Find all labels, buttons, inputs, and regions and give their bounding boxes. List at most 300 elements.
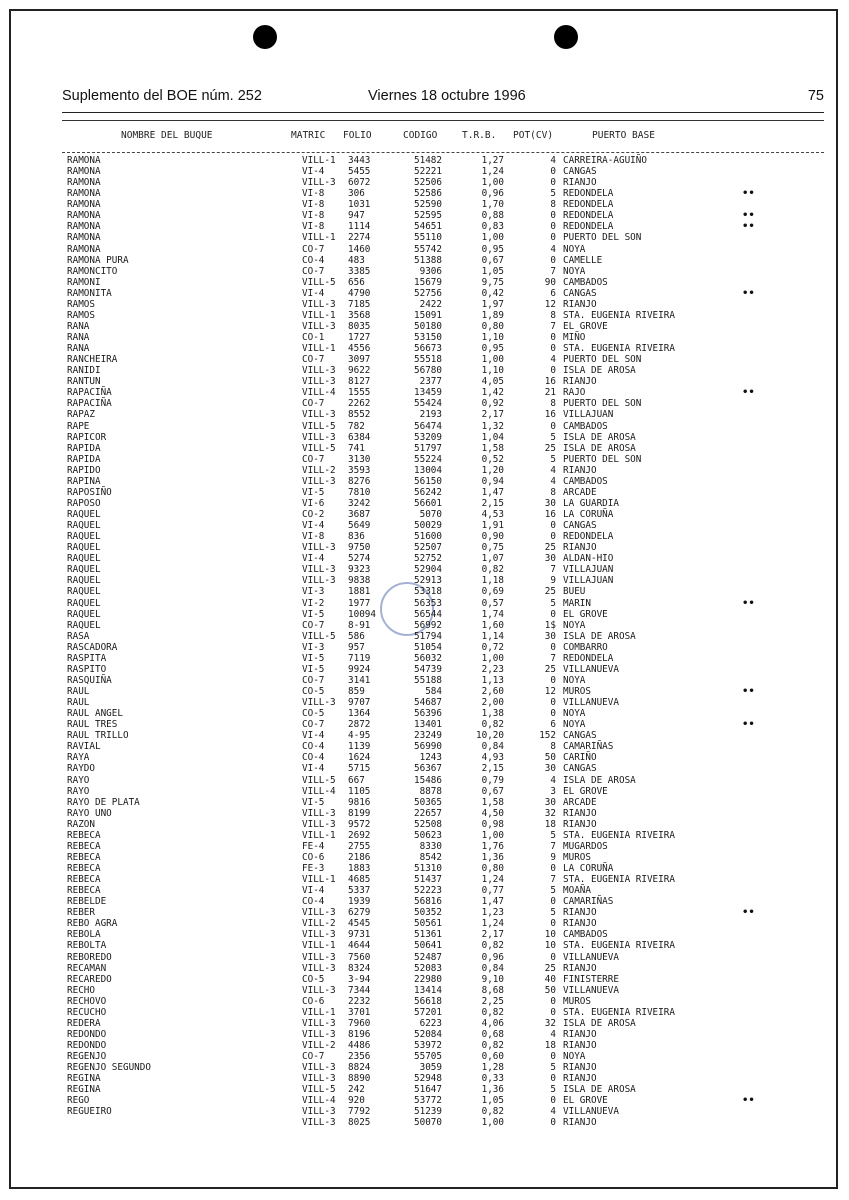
vessel-name: RAQUEL: [67, 520, 101, 532]
vessel-name: REBECA: [67, 874, 101, 886]
potencia: 0: [550, 365, 556, 377]
table-row: [0, 553, 849, 564]
matricula: CO-4: [302, 896, 325, 908]
folio: 3593: [348, 464, 371, 476]
folio: 1624: [348, 752, 371, 764]
table-row: [0, 1095, 849, 1106]
potencia: 7: [550, 874, 556, 886]
puerto-base: VILLANUEVA: [563, 1106, 619, 1118]
codigo: 56474: [414, 420, 442, 432]
matricula: VILL-3: [302, 962, 336, 974]
vessel-name: RASCADORA: [67, 641, 118, 653]
folio: 2232: [348, 995, 371, 1007]
codigo: 51797: [414, 442, 442, 454]
folio: 9816: [348, 796, 371, 808]
table-row: [0, 741, 849, 752]
vessel-name: RAPOSO: [67, 497, 101, 509]
codigo: 55424: [414, 398, 442, 410]
table-row: [0, 719, 849, 730]
matricula: VILL-5: [302, 774, 336, 786]
vessel-name: RAUL ANGEL: [67, 708, 123, 720]
folio: 242: [348, 1084, 365, 1096]
folio: 1883: [348, 863, 371, 874]
puerto-base: ISLA DE AROSA: [563, 442, 636, 454]
row-mark: ••: [742, 686, 755, 697]
vessel-name: RAPACIÑA: [67, 387, 112, 399]
matricula: VILL-4: [302, 785, 336, 797]
folio: 7960: [348, 1017, 371, 1029]
table-row: [0, 232, 849, 243]
table-row: [0, 409, 849, 420]
vessel-name: RAQUEL: [67, 509, 101, 520]
trb: 2,60: [481, 686, 504, 697]
folio: 4486: [348, 1040, 371, 1051]
trb: 1,00: [481, 829, 504, 841]
matricula: CO-7: [302, 453, 325, 465]
folio: 4545: [348, 918, 371, 930]
puerto-base: LA CORUÑA: [563, 863, 614, 874]
folio: 5274: [348, 553, 371, 565]
puerto-base: RIANJO: [563, 1028, 597, 1040]
table-row: [0, 509, 849, 520]
table-row: [0, 487, 849, 498]
potencia: 4: [550, 155, 556, 166]
potencia: 0: [550, 232, 556, 244]
trb: 2,00: [481, 697, 504, 709]
trb: 9,10: [481, 973, 504, 985]
trb: 4,93: [481, 752, 504, 764]
table-row: [0, 763, 849, 774]
table-row: [0, 863, 849, 874]
vessel-name: RAQUEL: [67, 553, 101, 565]
vessel-name: RAMONA: [67, 188, 101, 200]
trb: 1,10: [481, 365, 504, 377]
potencia: 30: [544, 630, 556, 642]
codigo: 52084: [414, 1028, 442, 1040]
folio: 5715: [348, 763, 371, 775]
potencia: 0: [550, 1073, 556, 1085]
codigo: 54739: [414, 663, 442, 675]
table-row: [0, 963, 849, 974]
table-row: [0, 1106, 849, 1117]
puerto-base: NOYA: [563, 619, 586, 631]
folio: 8025: [348, 1117, 371, 1129]
matricula: VI-8: [302, 199, 325, 211]
potencia: 0: [550, 332, 556, 343]
folio: 1364: [348, 708, 371, 720]
matricula: VILL-5: [302, 1084, 336, 1096]
puerto-base: CAMARIÑAS: [563, 741, 614, 753]
puerto-base: RIANJO: [563, 298, 597, 310]
vessel-name: REGINA: [67, 1084, 101, 1096]
folio: 3701: [348, 1006, 371, 1018]
potencia: 0: [550, 531, 556, 543]
folio: 7810: [348, 486, 371, 498]
table-row: [0, 354, 849, 365]
codigo: 54687: [414, 697, 442, 709]
potencia: 30: [544, 497, 556, 509]
potencia: 4: [550, 1106, 556, 1118]
matricula: VILL-3: [302, 575, 336, 587]
folio: 8552: [348, 409, 371, 421]
potencia: 16: [544, 509, 556, 520]
folio: 920: [348, 1095, 365, 1107]
folio: 9622: [348, 365, 371, 377]
folio: 8196: [348, 1028, 371, 1040]
vessel-name: RAYA: [67, 752, 90, 764]
folio: 7185: [348, 298, 371, 310]
vessel-name: RAUL: [67, 686, 90, 697]
vessel-name: RANCHEIRA: [67, 354, 118, 366]
vessel-name: RAQUEL: [67, 542, 101, 554]
puerto-base: PUERTO DEL SON: [563, 453, 642, 465]
folio: 1555: [348, 387, 371, 399]
row-mark: ••: [742, 210, 755, 222]
folio: 7344: [348, 984, 371, 996]
codigo: 56032: [414, 652, 442, 664]
codigo: 22980: [414, 973, 442, 985]
matricula: CO-7: [302, 719, 325, 731]
trb: 0,57: [481, 597, 504, 609]
folio: 8127: [348, 376, 371, 388]
matricula: VILL-1: [302, 940, 336, 952]
col-header-name: NOMBRE DEL BUQUE: [121, 130, 213, 141]
codigo: 51437: [414, 874, 442, 886]
matricula: VILL-3: [302, 298, 336, 310]
trb: 1,14: [481, 630, 504, 642]
codigo: 55518: [414, 354, 442, 366]
matricula: VILL-3: [302, 365, 336, 377]
table-row: [0, 210, 849, 221]
trb: 2,23: [481, 663, 504, 675]
codigo: 50029: [414, 520, 442, 532]
trb: 0,96: [481, 188, 504, 200]
codigo: 56618: [414, 995, 442, 1007]
puerto-base: PUERTO DEL SON: [563, 232, 642, 244]
trb: 8,68: [481, 984, 504, 996]
vessel-name: RECAREDO: [67, 973, 112, 985]
folio: 1031: [348, 199, 371, 211]
potencia: 9: [550, 575, 556, 587]
table-row: [0, 808, 849, 819]
potencia: 0: [550, 708, 556, 720]
codigo: 52586: [414, 188, 442, 200]
potencia: 4: [550, 243, 556, 255]
codigo: 53972: [414, 1040, 442, 1051]
matricula: VI-5: [302, 796, 325, 808]
folio: 1939: [348, 896, 371, 908]
codigo: 2193: [419, 409, 442, 421]
codigo: 6223: [419, 1017, 442, 1029]
trb: 2,17: [481, 929, 504, 941]
codigo: 52590: [414, 199, 442, 211]
matricula: VI-8: [302, 531, 325, 543]
puerto-base: STA. EUGENIA RIVEIRA: [563, 940, 675, 952]
folio: 8824: [348, 1062, 371, 1074]
codigo: 53209: [414, 431, 442, 443]
puerto-base: VILLAJUAN: [563, 575, 614, 587]
matricula: VILL-1: [302, 309, 336, 321]
matricula: VILL-1: [302, 232, 336, 244]
table-row: [0, 940, 849, 951]
folio: 3242: [348, 497, 371, 509]
vessel-name: REBOREDO: [67, 951, 112, 963]
folio: 8-91: [348, 619, 371, 631]
matricula: VILL-3: [302, 376, 336, 388]
codigo: 50641: [414, 940, 442, 952]
row-mark: ••: [742, 387, 755, 399]
potencia: 0: [550, 1095, 556, 1107]
codigo: 57201: [414, 1006, 442, 1018]
vessel-name: REDERA: [67, 1017, 101, 1029]
matricula: CO-4: [302, 741, 325, 753]
potencia: 25: [544, 586, 556, 598]
codigo: 55110: [414, 232, 442, 244]
folio: 1105: [348, 785, 371, 797]
potencia: 5: [550, 431, 556, 443]
codigo: 50180: [414, 320, 442, 332]
table-row: [0, 398, 849, 409]
folio: 9731: [348, 929, 371, 941]
page-number: 75: [807, 88, 824, 104]
trb: 2,15: [481, 763, 504, 775]
trb: 1,00: [481, 652, 504, 664]
trb: 0,75: [481, 542, 504, 554]
vessel-name: REBECA: [67, 840, 101, 852]
folio: 3-94: [348, 973, 371, 985]
potencia: 18: [544, 1040, 556, 1051]
publication-date: Viernes 18 octubre 1996: [368, 88, 526, 104]
trb: 1,38: [481, 708, 504, 720]
folio: 4790: [348, 287, 371, 299]
codigo: 51310: [414, 863, 442, 874]
table-row: [0, 642, 849, 653]
table-row: [0, 786, 849, 797]
trb: 1,24: [481, 166, 504, 178]
trb: 1,10: [481, 332, 504, 343]
table-row: [0, 1029, 849, 1040]
puerto-base: RIANJO: [563, 1073, 597, 1085]
folio: 8199: [348, 807, 371, 819]
trb: 1,58: [481, 442, 504, 454]
matricula: VI-4: [302, 287, 325, 299]
vessel-name: RAMONA: [67, 243, 101, 255]
table-row: [0, 1040, 849, 1051]
row-mark: ••: [742, 287, 755, 299]
table-row: [0, 321, 849, 332]
vessel-name: RAUL TRILLO: [67, 730, 129, 742]
matricula: CO-4: [302, 254, 325, 266]
potencia: 0: [550, 1117, 556, 1129]
folio: 9838: [348, 575, 371, 587]
trb: 1,70: [481, 199, 504, 211]
folio: 741: [348, 442, 365, 454]
puerto-base: ISLA DE AROSA: [563, 431, 636, 443]
table-row: [0, 387, 849, 398]
matricula: VILL-3: [302, 564, 336, 576]
matricula: VI-3: [302, 586, 325, 598]
puerto-base: RIANJO: [563, 464, 597, 476]
folio: 6279: [348, 907, 371, 919]
potencia: 0: [550, 221, 556, 233]
puerto-base: RIANJO: [563, 962, 597, 974]
matricula: CO-7: [302, 354, 325, 366]
trb: 0,42: [481, 287, 504, 299]
col-header-pot: POT(CV): [513, 130, 554, 141]
matricula: CO-4: [302, 752, 325, 764]
trb: 0,95: [481, 343, 504, 355]
matricula: VILL-3: [302, 177, 336, 189]
matricula: VILL-1: [302, 343, 336, 355]
folio: 6072: [348, 177, 371, 189]
table-row: [0, 631, 849, 642]
vessel-name: RAMONA PURA: [67, 254, 129, 266]
puerto-base: PUERTO DEL SON: [563, 398, 642, 410]
vessel-name: RAUL: [67, 697, 90, 709]
matricula: CO-7: [302, 243, 325, 255]
vessel-name: RAPIDA: [67, 453, 101, 465]
vessel-name: RAPACIÑA: [67, 398, 112, 410]
folio: 2274: [348, 232, 371, 244]
codigo: 53150: [414, 332, 442, 343]
matricula: CO-6: [302, 851, 325, 863]
matricula: VILL-2: [302, 918, 336, 930]
vessel-name: RAQUEL: [67, 586, 101, 598]
header-dashed-rule: [62, 152, 824, 153]
folio: 7119: [348, 652, 371, 664]
row-mark: ••: [742, 597, 755, 609]
trb: 1,24: [481, 918, 504, 930]
table-row: [0, 221, 849, 232]
folio: 1460: [348, 243, 371, 255]
trb: 1,60: [481, 619, 504, 631]
vessel-name: RAMONA: [67, 155, 101, 166]
puerto-base: REDONDELA: [563, 221, 614, 233]
matricula: CO-7: [302, 1051, 325, 1063]
trb: 1,24: [481, 874, 504, 886]
codigo: 8542: [419, 851, 442, 863]
trb: 1,28: [481, 1062, 504, 1074]
col-header-matric: MATRIC: [291, 130, 326, 141]
row-mark: ••: [742, 188, 755, 200]
puerto-base: VILLAJUAN: [563, 564, 614, 576]
vessel-name: RASA: [67, 630, 90, 642]
matricula: VILL-4: [302, 387, 336, 399]
matricula: VI-4: [302, 763, 325, 775]
codigo: 2422: [419, 298, 442, 310]
trb: 4,50: [481, 807, 504, 819]
matricula: VILL-1: [302, 155, 336, 166]
table-row: [0, 1051, 849, 1062]
potencia: 0: [550, 254, 556, 266]
puerto-base: ISLA DE AROSA: [563, 1017, 636, 1029]
potencia: 30: [544, 553, 556, 565]
vessel-name: RASQUIÑA: [67, 674, 112, 686]
table-row: [0, 343, 849, 354]
vessel-name: REBOLA: [67, 929, 101, 941]
table-row: [0, 288, 849, 299]
puerto-base: MUROS: [563, 995, 591, 1007]
trb: 0,92: [481, 398, 504, 410]
potencia: 40: [544, 973, 556, 985]
trb: 0,90: [481, 531, 504, 543]
table-row: [0, 775, 849, 786]
table-row: [0, 686, 849, 697]
trb: 0,82: [481, 564, 504, 576]
codigo: 50352: [414, 907, 442, 919]
codigo: 55224: [414, 453, 442, 465]
table-row: [0, 1018, 849, 1029]
vessel-name: RECUCHO: [67, 1006, 107, 1018]
codigo: 55188: [414, 674, 442, 686]
vessel-name: RAMONITA: [67, 287, 112, 299]
codigo: 53772: [414, 1095, 442, 1107]
codigo: 51054: [414, 641, 442, 653]
potencia: 8: [550, 309, 556, 321]
table-row: [0, 199, 849, 210]
codigo: 50623: [414, 829, 442, 841]
trb: 1,04: [481, 431, 504, 443]
puerto-base: CAMBADOS: [563, 276, 608, 288]
puerto-base: NOYA: [563, 708, 586, 720]
puerto-base: CAMBADOS: [563, 475, 608, 487]
table-row: [0, 310, 849, 321]
trb: 1,23: [481, 907, 504, 919]
codigo: 50561: [414, 918, 442, 930]
folio: 5649: [348, 520, 371, 532]
puerto-base: CAMBADOS: [563, 420, 608, 432]
potencia: 10: [544, 940, 556, 952]
vessel-name: RAMOS: [67, 298, 95, 310]
folio: 2692: [348, 829, 371, 841]
puerto-base: MIÑO: [563, 332, 586, 343]
table-row: [0, 476, 849, 487]
vessel-name: RAPIDA: [67, 442, 101, 454]
table-row: [0, 542, 849, 553]
potencia: 25: [544, 442, 556, 454]
codigo: 56367: [414, 763, 442, 775]
puerto-base: REDONDELA: [563, 188, 614, 200]
matricula: VILL-1: [302, 1006, 336, 1018]
puerto-base: MARIN: [563, 597, 591, 609]
potencia: 6: [550, 719, 556, 731]
table-row: [0, 929, 849, 940]
table-row: [0, 797, 849, 808]
folio: 8324: [348, 962, 371, 974]
folio: 306: [348, 188, 365, 200]
puerto-base: VILLANUEVA: [563, 697, 619, 709]
potencia: 16: [544, 376, 556, 388]
matricula: VILL-3: [302, 697, 336, 709]
table-row: [0, 421, 849, 432]
codigo: 52223: [414, 885, 442, 897]
matricula: VILL-3: [302, 542, 336, 554]
puerto-base: CANGAS: [563, 520, 597, 532]
vessel-name: RAVIAL: [67, 741, 101, 753]
puerto-base: STA. EUGENIA RIVEIRA: [563, 309, 675, 321]
table-row: [0, 155, 849, 166]
table-row: [0, 575, 849, 586]
matricula: VILL-3: [302, 320, 336, 332]
puerto-base: STA. EUGENIA RIVEIRA: [563, 874, 675, 886]
folio: 947: [348, 210, 365, 222]
potencia: 30: [544, 763, 556, 775]
trb: 4,05: [481, 376, 504, 388]
puerto-base: NOYA: [563, 1051, 586, 1063]
table-row: [0, 365, 849, 376]
table-row: [0, 1117, 849, 1128]
puerto-base: CANGAS: [563, 287, 597, 299]
